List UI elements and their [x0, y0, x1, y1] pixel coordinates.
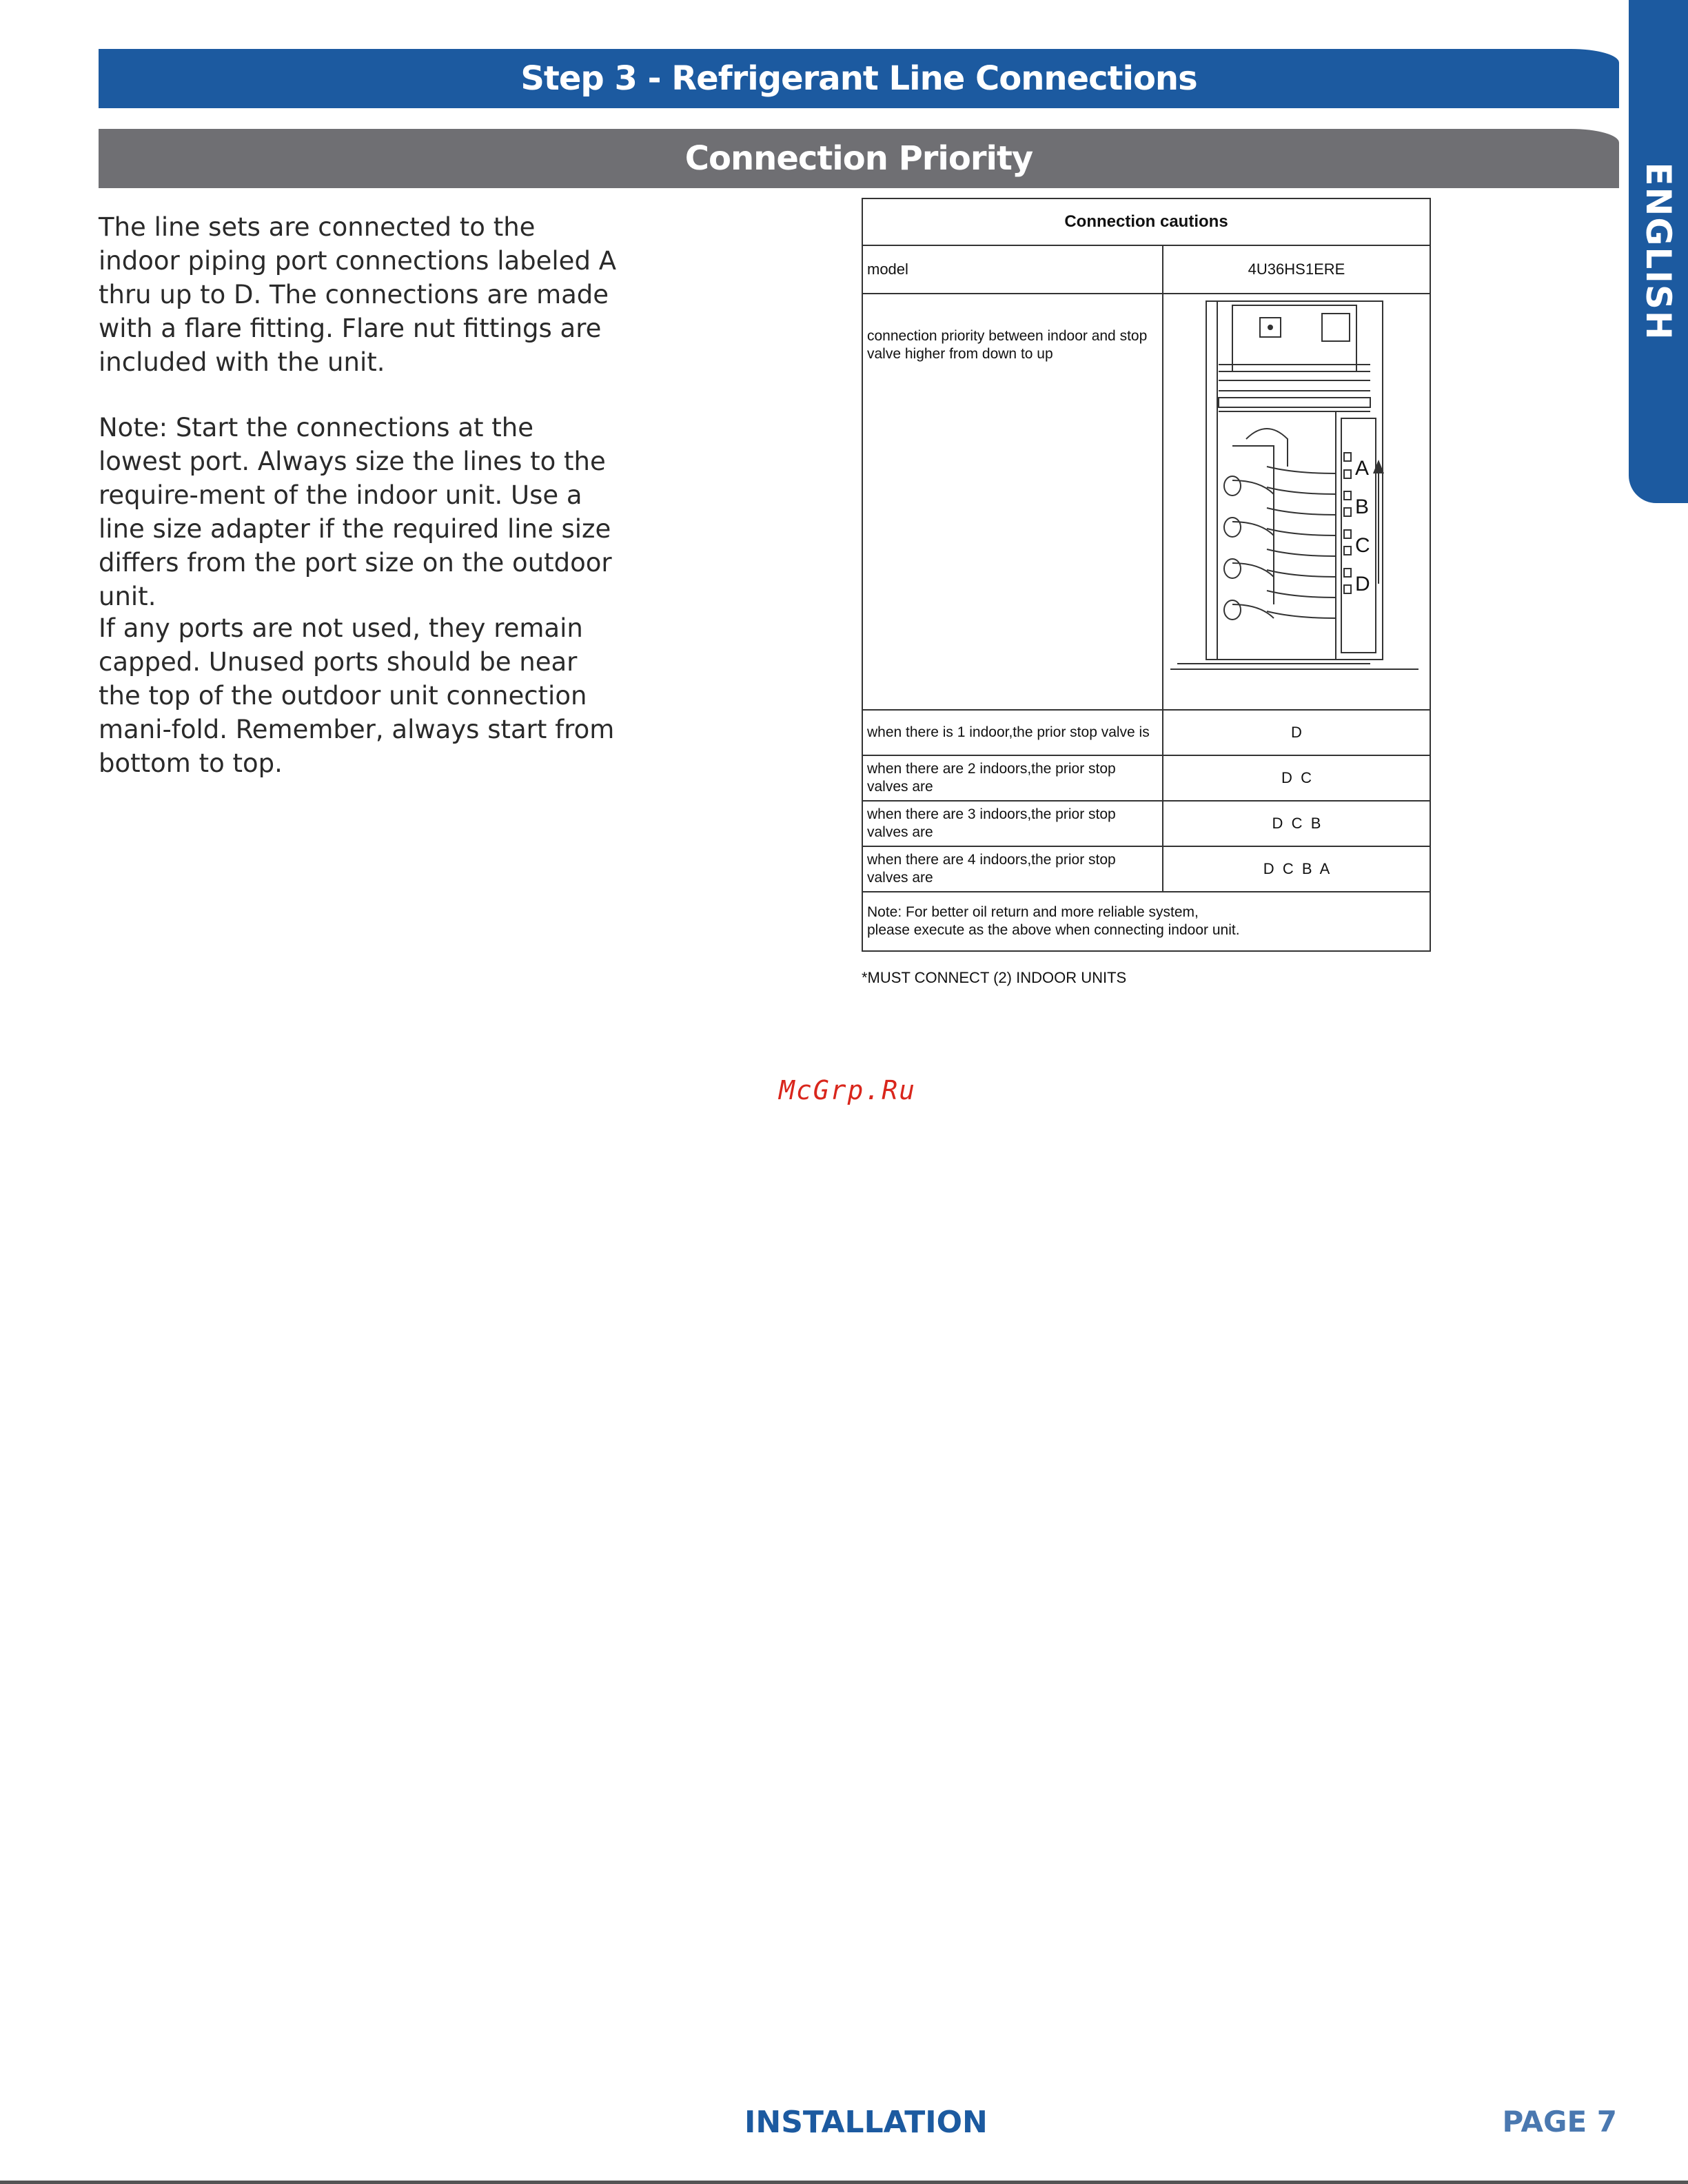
table-title: Connection cautions [862, 198, 1430, 245]
port-label-b: B [1355, 496, 1370, 518]
table-note [862, 892, 1430, 951]
language-tab-label: ENGLISH [1638, 162, 1678, 341]
body-paragraph-1: The line sets are connected to the indoor piping port connections labeled A thru up to D. The connections are made with a flare fitting. Flare nut fittings are included with the unit. [99, 212, 617, 377]
footer-section: INSTALLATION [744, 2105, 988, 2140]
language-tab [1629, 0, 1688, 503]
body-paragraph-3: If any ports are not used, they remain capped. Unused ports should be near the top of the outdoor unit connection mani-fold. Remember, always start from bottom to top. [99, 613, 615, 778]
footnote: *MUST CONNECT (2) INDOOR UNITS [862, 969, 1127, 986]
row-2-value: D C [1163, 755, 1430, 801]
section-title-bar [99, 129, 1619, 188]
step-title-bar [99, 49, 1619, 108]
body-paragraph-2: Note: Start the connections at the lowest port. Always size the lines to the require-ment of the indoor unit. Use a line size adapter if the required line size differs from the port size on the outdoor unit. [99, 413, 612, 611]
priority-label: connection priority between indoor and stop valve higher from down to up [862, 294, 1163, 710]
row-3-label: when there are 3 indoors,the prior stop valves are [862, 801, 1163, 846]
connection-cautions-table [862, 198, 1431, 952]
row-4-label: when there are 4 indoors,the prior stop valves are [862, 846, 1163, 892]
row-1-label: when there is 1 indoor,the prior stop valve is [862, 710, 1163, 755]
port-label-a: A [1355, 457, 1370, 480]
model-label: model [862, 245, 1163, 294]
note-line-2: please execute as the above when connecting indoor unit. [867, 922, 1240, 938]
row-4-value: D C B A [1163, 846, 1430, 892]
model-value: 4U36HS1ERE [1163, 245, 1430, 294]
step-title: Step 3 - Refrigerant Line Connections [520, 59, 1197, 98]
section-title: Connection Priority [684, 139, 1033, 178]
watermark: McGrp.Ru [779, 1075, 917, 1105]
bottom-rule [0, 2181, 1688, 2184]
port-label-d: D [1355, 573, 1370, 595]
port-label-c: C [1355, 534, 1370, 557]
row-3-value: D C B [1163, 801, 1430, 846]
row-1-value: D [1163, 710, 1430, 755]
page-number: PAGE 7 [1502, 2105, 1617, 2139]
row-2-label: when there are 2 indoors,the prior stop valves are [862, 755, 1163, 801]
note-line-1: Note: For better oil return and more reliable system, [867, 904, 1199, 920]
outdoor-unit-diagram [1163, 294, 1430, 705]
unit-diagram-cell [1163, 294, 1430, 710]
